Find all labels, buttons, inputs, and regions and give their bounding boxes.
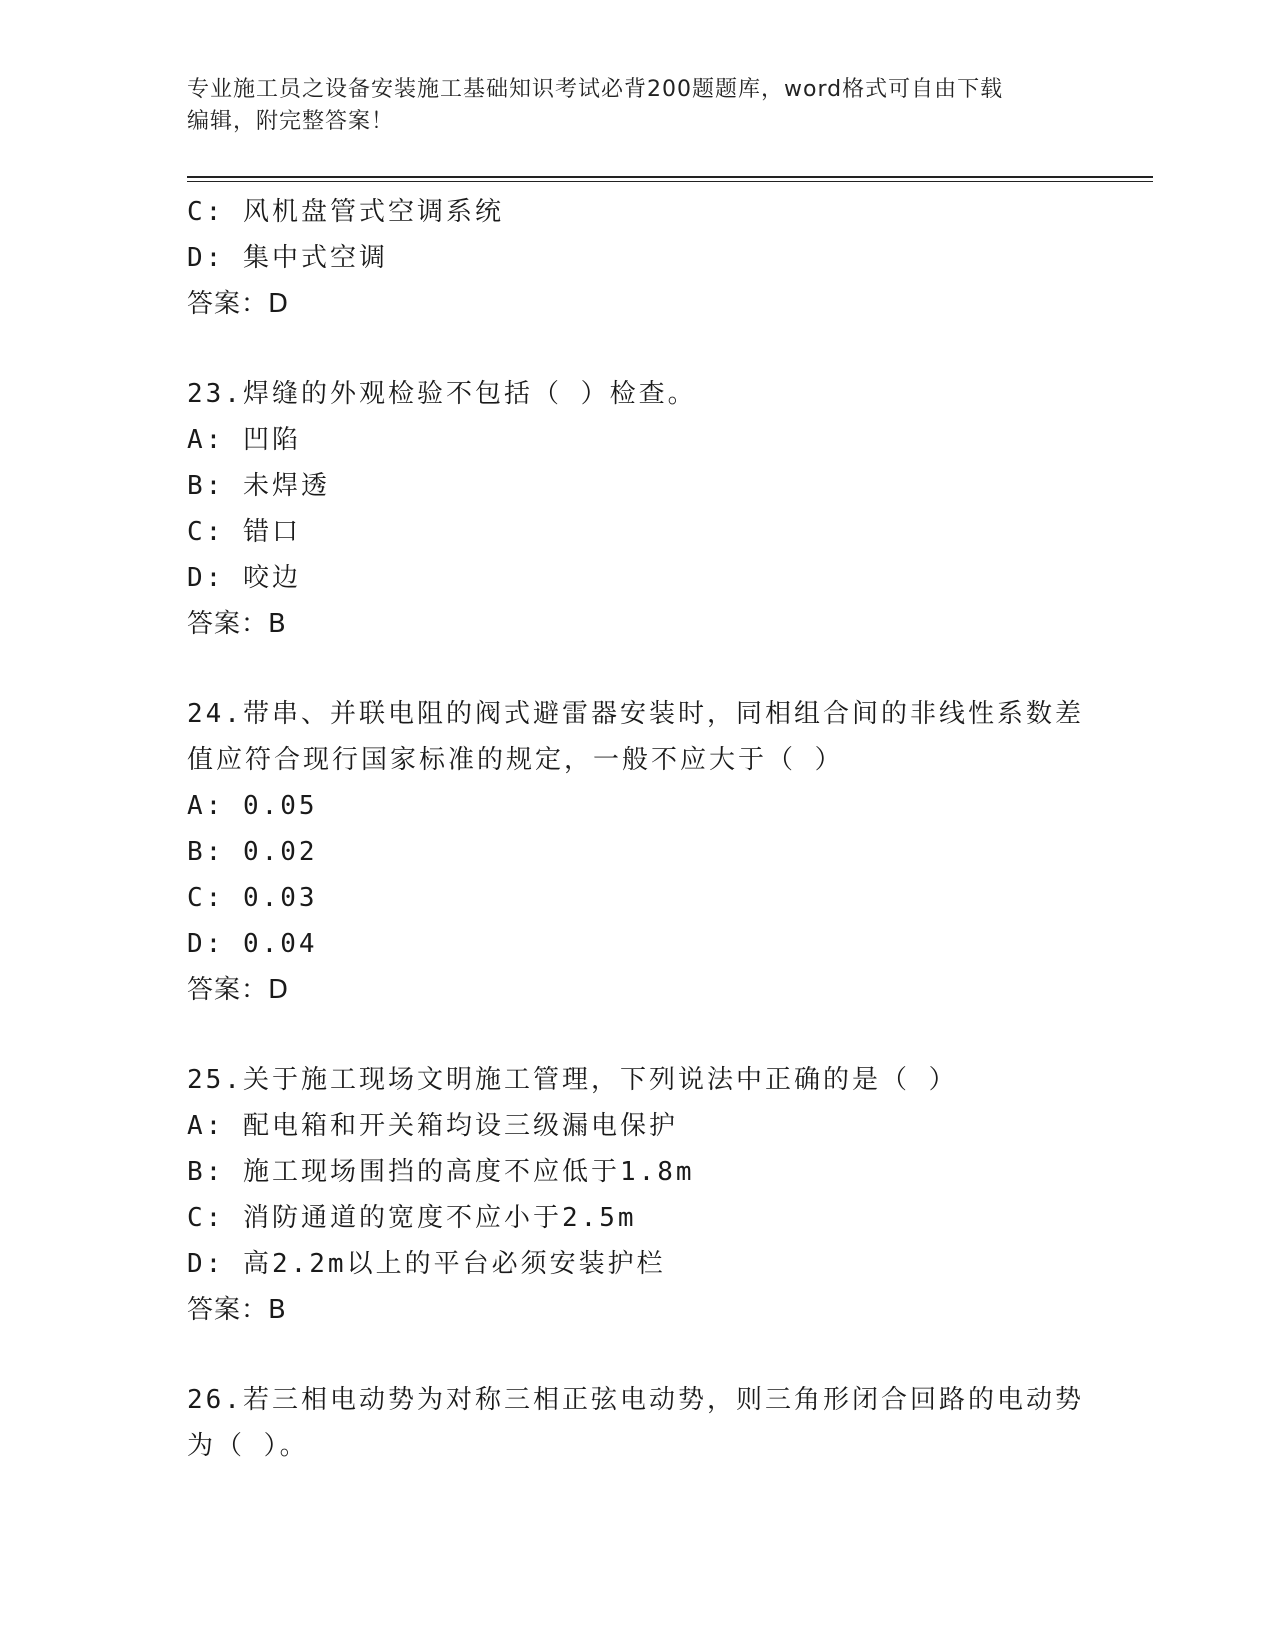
answer: 答案：B bbox=[187, 1295, 287, 1325]
header-rule-thick bbox=[187, 176, 1153, 178]
header-line-2: 编辑，附完整答案！ bbox=[187, 109, 395, 134]
option-c: C: 错口 bbox=[187, 517, 301, 547]
option-b: B: 0.02 bbox=[187, 837, 318, 867]
option-d: D: 集中式空调 bbox=[187, 243, 388, 273]
question-text: 23.焊缝的外观检验不包括（ ）检查。 bbox=[187, 379, 697, 409]
header-line-1: 专业施工员之设备安装施工基础知识考试必背200题题库，word格式可自由下载 bbox=[187, 77, 1004, 102]
question-25 bbox=[187, 1057, 1087, 1333]
question-23 bbox=[187, 371, 1087, 647]
answer: 答案：B bbox=[187, 609, 287, 639]
option-a: A: 0.05 bbox=[187, 791, 318, 821]
option-c: C: 0.03 bbox=[187, 883, 318, 913]
option-a: A: 凹陷 bbox=[187, 425, 301, 455]
option-c: C: 消防通道的宽度不应小于2.5m bbox=[187, 1203, 637, 1233]
answer: 答案：D bbox=[187, 289, 290, 319]
option-b: B: 施工现场围挡的高度不应低于1.8m bbox=[187, 1157, 695, 1187]
option-d: D: 0.04 bbox=[187, 929, 318, 959]
answer: 答案：D bbox=[187, 975, 290, 1005]
option-a: A: 配电箱和开关箱均设三级漏电保护 bbox=[187, 1111, 678, 1141]
option-b: B: 未焊透 bbox=[187, 471, 330, 501]
question-list bbox=[187, 189, 1087, 1469]
option-d: D: 咬边 bbox=[187, 563, 301, 593]
question-text-continued: 值应符合现行国家标准的规定，一般不应大于（ ） bbox=[187, 745, 844, 775]
question-26 bbox=[187, 1377, 1087, 1469]
question-text: 24.带串、并联电阻的阀式避雷器安装时，同相组合间的非线性系数差 bbox=[187, 699, 1084, 729]
question-text: 26.若三相电动势为对称三相正弦电动势，则三角形闭合回路的电动势 bbox=[187, 1385, 1084, 1415]
document-header bbox=[187, 74, 1067, 138]
option-c: C: 风机盘管式空调系统 bbox=[187, 197, 504, 227]
header-rule-thin bbox=[187, 181, 1153, 182]
previous-question-tail bbox=[187, 189, 1087, 327]
question-text: 25.关于施工现场文明施工管理，下列说法中正确的是（ ） bbox=[187, 1065, 958, 1095]
question-24 bbox=[187, 691, 1087, 1013]
option-d: D: 高2.2m以上的平台必须安装护栏 bbox=[187, 1249, 666, 1279]
question-text-continued: 为（ ）。 bbox=[187, 1431, 309, 1461]
